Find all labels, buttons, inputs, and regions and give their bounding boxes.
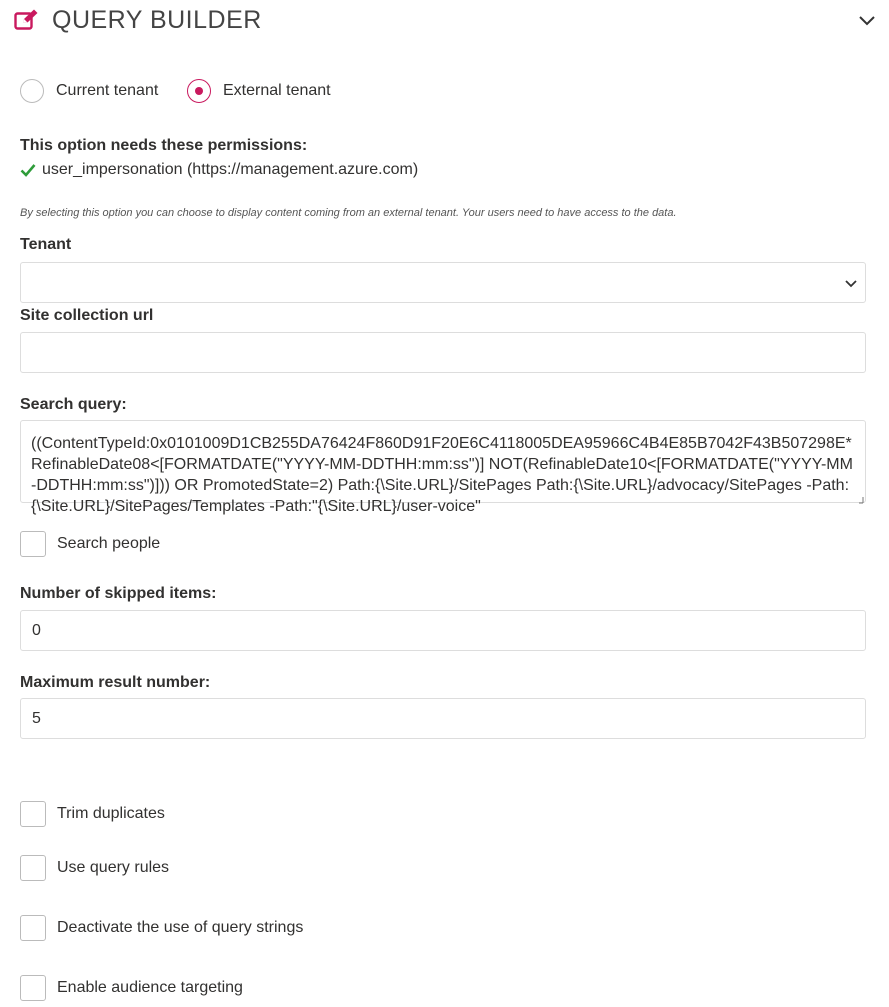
edit-icon bbox=[14, 9, 40, 31]
radio-current-tenant-label: Current tenant bbox=[56, 82, 159, 99]
trim-duplicates-option[interactable] bbox=[20, 801, 165, 827]
audience-targeting-checkbox[interactable] bbox=[20, 975, 46, 1001]
search-query-label: Search query: bbox=[20, 396, 127, 413]
radio-current-tenant-circle[interactable] bbox=[20, 79, 44, 103]
search-query-textarea[interactable] bbox=[20, 420, 866, 515]
skipped-items-input[interactable] bbox=[20, 610, 866, 651]
search-people-label: Search people bbox=[57, 535, 161, 552]
permissions-heading: This option needs these permissions: bbox=[20, 137, 308, 154]
radio-external-tenant-label: External tenant bbox=[223, 82, 331, 99]
use-query-rules-checkbox[interactable] bbox=[20, 855, 46, 881]
audience-targeting-option[interactable] bbox=[20, 975, 243, 1001]
radio-external-tenant[interactable] bbox=[187, 76, 331, 106]
deactivate-query-strings-checkbox[interactable] bbox=[20, 915, 46, 941]
use-query-rules-label: Use query rules bbox=[57, 859, 170, 876]
skipped-items-value: 0 bbox=[32, 622, 41, 639]
permission-item-text: user_impersonation (https://management.azure.com) bbox=[42, 161, 419, 178]
max-results-input[interactable] bbox=[20, 698, 866, 739]
page-title: QUERY BUILDER bbox=[52, 6, 262, 34]
resize-handle-icon[interactable] bbox=[857, 492, 865, 502]
search-people-checkbox[interactable] bbox=[20, 531, 46, 557]
skipped-items-label: Number of skipped items: bbox=[20, 585, 217, 602]
search-people-option[interactable] bbox=[20, 531, 160, 557]
deactivate-query-strings-option[interactable] bbox=[20, 915, 303, 941]
tenant-select[interactable] bbox=[20, 262, 866, 303]
audience-targeting-label: Enable audience targeting bbox=[57, 979, 243, 996]
trim-duplicates-label: Trim duplicates bbox=[57, 805, 165, 822]
search-query-text: ((ContentTypeId:0x0101009D1CB255DA76424F860D91F20E6C4118005DEA95966C4B4E85B7042F43B507298E* RefinableDate08<[FORMATDATE("YYYY-MM-DDTHH:mm:ss")] NOT(RefinableDate10<[FORMATDATE("YYYY-MM-DDTHH:mm:ss")])) OR PromotedState=2) Path:{\Site.URL}/SitePages Path:{\Site.URL}/advocacy/SitePages -Path:{\Site.URL}/SitePages/Templates -Path:"{\Site.URL}/user-voice" bbox=[31, 435, 853, 515]
chevron-down-icon bbox=[843, 275, 859, 291]
max-results-label: Maximum result number: bbox=[20, 674, 211, 691]
deactivate-query-strings-label: Deactivate the use of query strings bbox=[57, 919, 304, 936]
site-collection-input[interactable] bbox=[20, 332, 866, 373]
external-tenant-hint: By selecting this option you can choose to display content coming from an external tenant. Your users need to have access to the data. bbox=[20, 207, 677, 219]
radio-external-tenant-circle[interactable] bbox=[187, 79, 211, 103]
checkmark-icon bbox=[20, 163, 36, 177]
use-query-rules-option[interactable] bbox=[20, 855, 169, 881]
max-results-value: 5 bbox=[32, 710, 41, 727]
tenant-label: Tenant bbox=[20, 236, 72, 253]
chevron-down-icon[interactable] bbox=[856, 12, 878, 30]
permission-item bbox=[20, 161, 418, 179]
site-collection-label: Site collection url bbox=[20, 307, 154, 324]
trim-duplicates-checkbox[interactable] bbox=[20, 801, 46, 827]
radio-current-tenant[interactable] bbox=[20, 76, 158, 106]
